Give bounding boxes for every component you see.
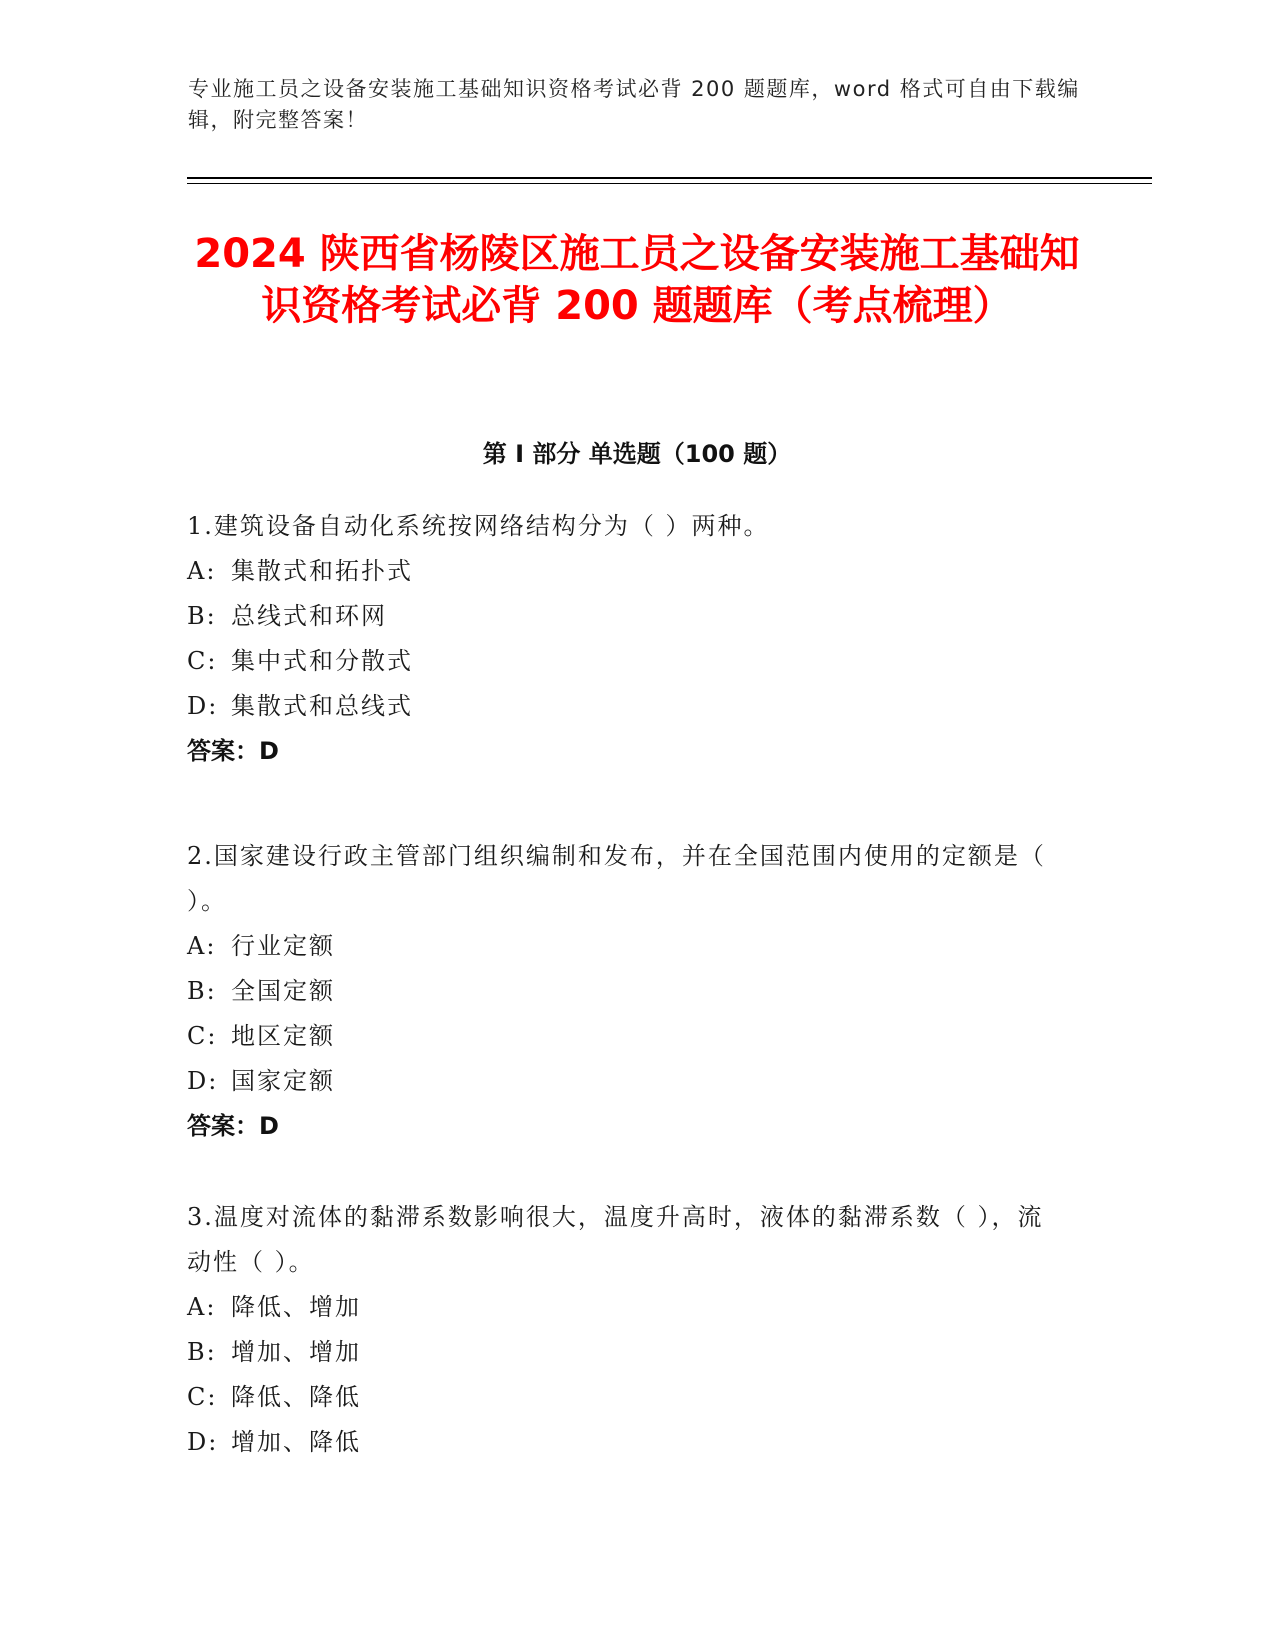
header-divider-thick: [187, 177, 1152, 179]
option-b: [187, 969, 1067, 1014]
option-a: [187, 924, 1067, 969]
question-1: [187, 504, 1067, 774]
option-text: 地区定额: [231, 1022, 335, 1050]
document-title: 2024 陕西省杨陵区施工员之设备安装施工基础知识资格考试必背 200 题题库（考点梳理）: [194, 231, 1080, 329]
option-c: [187, 1014, 1067, 1059]
option-text: 全国定额: [231, 977, 335, 1005]
option-key: A:: [187, 1293, 217, 1321]
option-text: 增加、增加: [231, 1338, 361, 1366]
option-text: 国家定额: [231, 1067, 335, 1095]
option-key: A:: [187, 932, 217, 960]
option-a: [187, 549, 1067, 594]
option-key: B:: [187, 602, 217, 630]
option-b: [187, 594, 1067, 639]
option-text: 集散式和拓扑式: [231, 557, 413, 585]
option-text: 增加、降低: [231, 1428, 361, 1456]
option-key: A:: [187, 557, 217, 585]
question-2: [187, 834, 1067, 1149]
question-stem: 1.建筑设备自动化系统按网络结构分为（ ）两种。: [187, 512, 770, 540]
option-b: [187, 1330, 1067, 1375]
option-text: 集散式和总线式: [231, 692, 413, 720]
option-d: [187, 1420, 1067, 1465]
option-text: 降低、增加: [231, 1293, 361, 1321]
header-divider-thin: [187, 183, 1152, 184]
option-c: [187, 639, 1067, 684]
question-stem: 2.国家建设行政主管部门组织编制和发布，并在全国范围内使用的定额是（ ）。: [187, 842, 1046, 915]
option-text: 行业定额: [231, 932, 335, 960]
option-d: [187, 1059, 1067, 1104]
header-note: 专业施工员之设备安装施工基础知识资格考试必背 200 题题库，word 格式可自由下载编辑，附完整答案！: [188, 77, 1080, 132]
option-c: [187, 1375, 1067, 1420]
section-title: 第 I 部分 单选题（100 题）: [482, 440, 792, 468]
option-key: D:: [187, 1428, 219, 1456]
question-stem: 3.温度对流体的黏滞系数影响很大，温度升高时，液体的黏滞系数（ ），流动性（ ）。: [187, 1203, 1044, 1276]
option-key: B:: [187, 977, 217, 1005]
option-key: D:: [187, 1067, 219, 1095]
question-3: [187, 1195, 1067, 1465]
option-d: [187, 684, 1067, 729]
option-key: C:: [187, 1022, 218, 1050]
option-text: 集中式和分散式: [231, 647, 413, 675]
option-a: [187, 1285, 1067, 1330]
answer: 答案：D: [187, 737, 279, 765]
option-key: C:: [187, 647, 218, 675]
option-key: C:: [187, 1383, 218, 1411]
option-text: 总线式和环网: [231, 602, 387, 630]
option-text: 降低、降低: [231, 1383, 361, 1411]
option-key: B:: [187, 1338, 217, 1366]
option-key: D:: [187, 692, 219, 720]
answer: 答案：D: [187, 1112, 279, 1140]
